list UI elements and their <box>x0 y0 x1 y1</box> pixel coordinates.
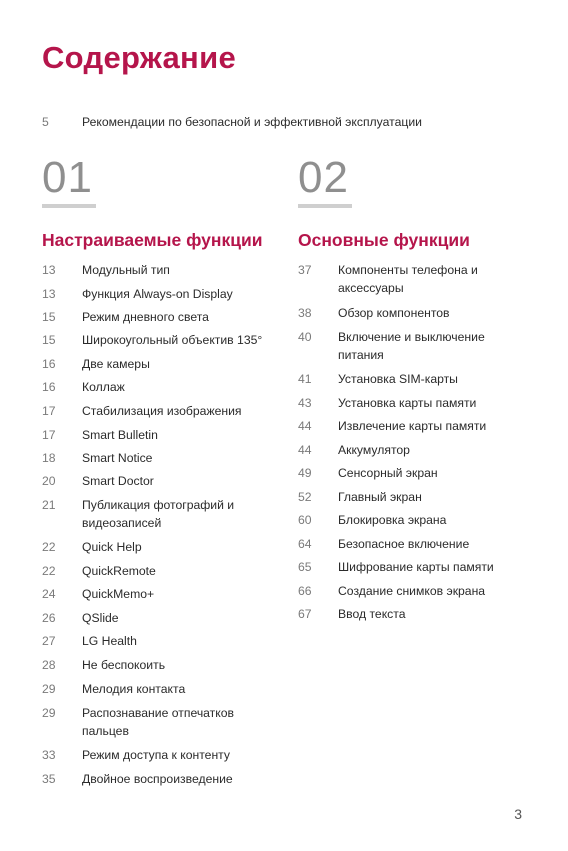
toc-entry-title: Две камеры <box>82 357 150 371</box>
toc-page-number: 29 <box>42 706 56 720</box>
toc-entry[interactable] <box>42 472 287 490</box>
toc-entry-title: Блокировка экрана <box>338 513 447 527</box>
toc-page-number: 29 <box>42 682 56 696</box>
toc-page-number: 13 <box>42 263 56 277</box>
toc-page-number: 27 <box>42 634 56 648</box>
toc-entry[interactable] <box>298 417 503 435</box>
toc-page-number: 40 <box>298 330 312 344</box>
toc-entry[interactable] <box>42 680 287 698</box>
toc-entry-title: Smart Bulletin <box>82 428 158 442</box>
toc-entry[interactable] <box>42 656 287 674</box>
toc-entry[interactable] <box>42 538 287 556</box>
toc-entry[interactable] <box>42 308 287 326</box>
toc-entry[interactable] <box>298 441 503 459</box>
toc-entry-title: Smart Notice <box>82 451 153 465</box>
toc-entry[interactable] <box>42 609 287 627</box>
toc-entry[interactable] <box>42 402 287 420</box>
toc-entry-title: LG Health <box>82 634 137 648</box>
toc-entry[interactable] <box>298 394 503 412</box>
section-heading-custom-features: Настраиваемые функции <box>42 230 263 250</box>
toc-entry[interactable] <box>298 464 503 482</box>
toc-entry[interactable] <box>42 378 287 396</box>
toc-entry-title: Не беспокоить <box>82 658 166 672</box>
toc-page-number: 35 <box>42 772 56 786</box>
toc-page-number: 65 <box>298 560 312 574</box>
toc-page-number: 15 <box>42 310 56 324</box>
toc-entry-title: Функция Always-on Display <box>82 287 233 301</box>
toc-entry-title: Безопасное включение <box>338 537 470 551</box>
toc-entry-title: QuickMemo+ <box>82 587 155 601</box>
toc-entry-title: Широкоугольный объектив 135° <box>82 333 263 347</box>
toc-entry-title: Quick Help <box>82 540 142 554</box>
toc-page-number: 15 <box>42 333 56 347</box>
toc-page-number: 49 <box>298 466 312 480</box>
toc-entry[interactable] <box>298 605 503 623</box>
toc-entry-title: Режим дневного света <box>82 310 209 324</box>
page-title: Содержание <box>42 40 236 75</box>
toc-entry[interactable] <box>42 355 287 373</box>
toc-entry-title: Модульный тип <box>82 263 170 277</box>
toc-entry-title: Режим доступа к контенту <box>82 748 230 762</box>
toc-entry[interactable] <box>298 582 518 600</box>
toc-entry[interactable] <box>42 331 287 349</box>
toc-entry[interactable] <box>298 328 498 364</box>
chapter-divider-02 <box>298 204 352 208</box>
toc-page-number: 13 <box>42 287 56 301</box>
toc-page-number: 20 <box>42 474 56 488</box>
toc-page-number: 67 <box>298 607 312 621</box>
toc-page-number: 37 <box>298 263 312 277</box>
toc-page-number: 38 <box>298 306 312 320</box>
toc-entry-title: Создание снимков экрана <box>338 584 486 598</box>
toc-entry[interactable] <box>298 488 503 506</box>
toc-entry-title: Установка SIM-карты <box>338 372 458 386</box>
toc-entry[interactable] <box>42 704 257 740</box>
toc-entry[interactable] <box>298 558 518 576</box>
toc-entry-title: Сенсорный экран <box>338 466 438 480</box>
toc-entry[interactable] <box>298 261 488 297</box>
chapter-number-02: 02 <box>298 153 349 202</box>
toc-entry[interactable] <box>42 585 287 603</box>
toc-entry-title: Шифрование карты памяти <box>338 560 494 574</box>
toc-page-number: 28 <box>42 658 56 672</box>
toc-page-number: 66 <box>298 584 312 598</box>
toc-entry[interactable] <box>298 370 503 388</box>
toc-page-number: 24 <box>42 587 56 601</box>
toc-page-number: 33 <box>42 748 56 762</box>
toc-entry-title: Обзор компонентов <box>338 306 450 320</box>
toc-entry[interactable] <box>298 304 503 322</box>
toc-entry-title: Публикация фотографий и видеозаписей <box>82 498 235 530</box>
toc-page-number: 60 <box>298 513 312 527</box>
toc-entry-title: Двойное воспроизведение <box>82 772 233 786</box>
toc-page-number: 43 <box>298 396 312 410</box>
toc-page-number: 17 <box>42 428 56 442</box>
toc-entry-title: Стабилизация изображения <box>82 404 242 418</box>
toc-page-number: 44 <box>298 443 312 457</box>
toc-entry-title: Установка карты памяти <box>338 396 477 410</box>
toc-entry[interactable] <box>42 449 287 467</box>
toc-page-number: 17 <box>42 404 56 418</box>
toc-entry-title: Включение и выключение питания <box>338 330 485 362</box>
toc-entry-title: Smart Doctor <box>82 474 154 488</box>
toc-page-number: 41 <box>298 372 312 386</box>
toc-page-number: 52 <box>298 490 312 504</box>
chapter-divider-01 <box>42 204 96 208</box>
toc-entry[interactable] <box>42 496 252 532</box>
toc-page-number: 18 <box>42 451 56 465</box>
toc-entry-title: Извлечение карты памяти <box>338 419 487 433</box>
toc-entry[interactable] <box>298 511 503 529</box>
toc-page-number: 26 <box>42 611 56 625</box>
toc-entry-title: Мелодия контакта <box>82 682 186 696</box>
toc-entry[interactable] <box>42 261 287 279</box>
toc-entry-title: Компоненты телефона и аксессуары <box>338 263 478 295</box>
toc-entry[interactable] <box>42 632 287 650</box>
toc-entry[interactable] <box>42 426 287 444</box>
toc-entry-title: QuickRemote <box>82 564 156 578</box>
toc-entry[interactable] <box>42 285 287 303</box>
toc-page-number: 44 <box>298 419 312 433</box>
section-heading-basic-functions: Основные функции <box>298 230 470 250</box>
toc-page-number: 5 <box>42 115 49 129</box>
toc-page-number: 21 <box>42 498 56 512</box>
toc-page-number: 16 <box>42 357 56 371</box>
toc-entry-title: QSlide <box>82 611 119 625</box>
toc-entry-title: Ввод текста <box>338 607 406 621</box>
toc-page-number: 22 <box>42 540 56 554</box>
toc-entry-title: Рекомендации по безопасной и эффективной эксплуатации <box>82 115 422 129</box>
chapter-number-01: 01 <box>42 153 93 202</box>
toc-page-number: 22 <box>42 564 56 578</box>
toc-entry[interactable] <box>42 770 287 788</box>
toc-entry-title: Коллаж <box>82 380 125 394</box>
toc-entry-title: Аккумулятор <box>338 443 410 457</box>
toc-entry[interactable] <box>42 562 287 580</box>
toc-entry-intro[interactable] <box>42 113 502 131</box>
toc-page-number: 64 <box>298 537 312 551</box>
toc-page-number: 16 <box>42 380 56 394</box>
toc-entry[interactable] <box>42 746 287 764</box>
toc-entry-title: Главный экран <box>338 490 422 504</box>
toc-entry[interactable] <box>298 535 503 553</box>
page-number: 3 <box>514 806 522 822</box>
toc-entry-title: Распознавание отпечатков пальцев <box>82 706 234 738</box>
